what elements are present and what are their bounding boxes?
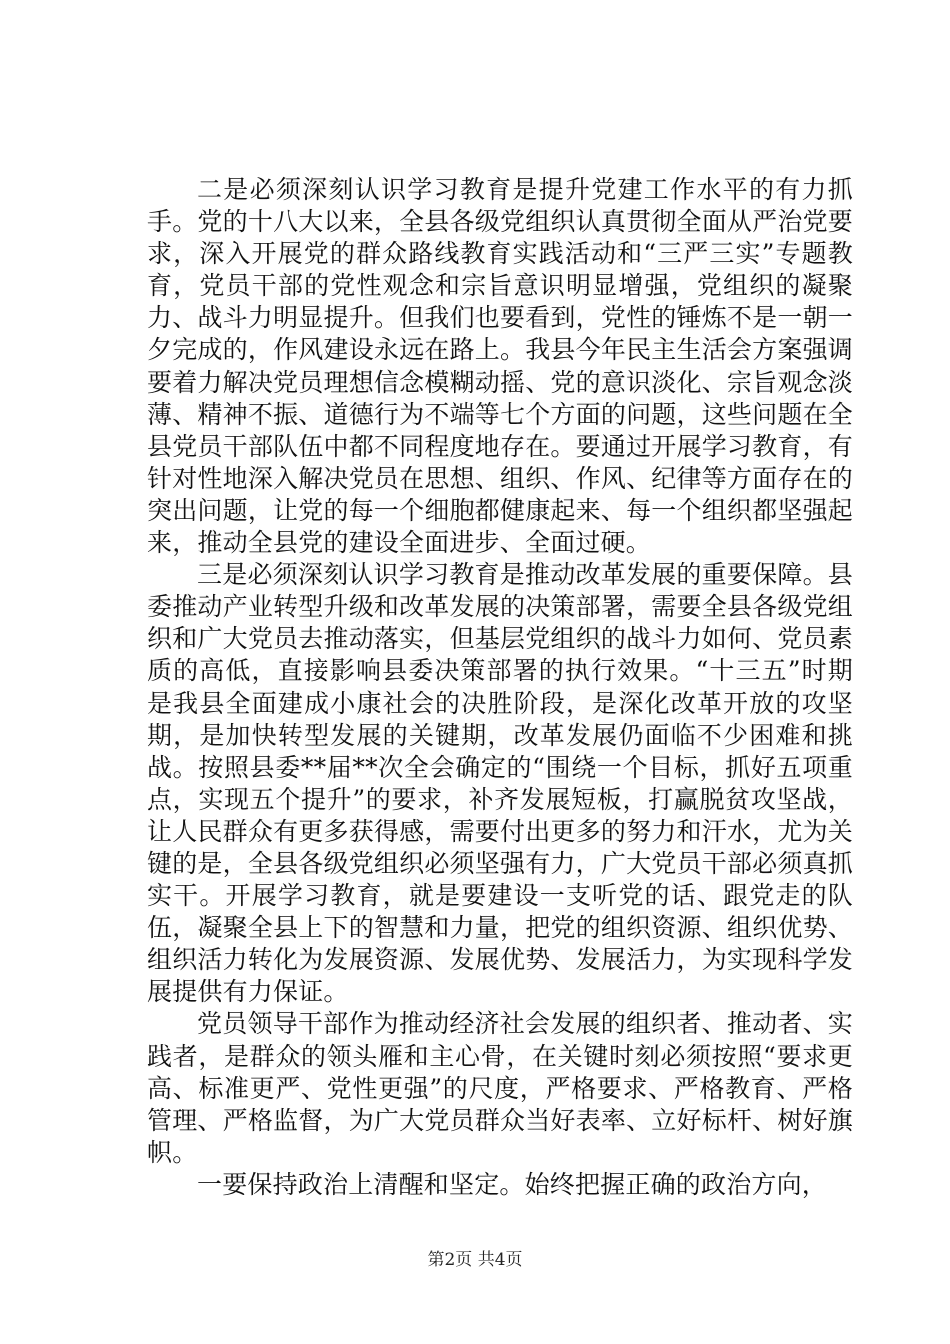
paragraph-2: 二是必须深刻认识学习教育是提升党建工作水平的有力抓手。党的十八大以来，全县各级党组织认真贯彻全面从严治党要求，深入开展党的群众路线教育实践活动和“三严三实”专题教育，党员干部的党性观念和宗旨意识明显增强，党组织的凝聚力、战斗力明显提升。但我们也要看到，党性的锤炼不是一朝一夕完成的，作风建设永远在路上。我县今年民主生活会方案强调要着力解决党员理想信念模糊动摇、党的意识淡化、宗旨观念淡薄、精神不振、道德行为不端等七个方面的问题，这些问题在全县党员干部队伍中都不同程度地存在。要通过开展学习教育，有针对性地深入解决党员在思想、组织、作风、纪律等方面存在的突出问题，让党的每一个细胞都健康起来、每一个组织都坚强起来，推动全县党的建设全面进步、全面过硬。 [147, 175, 853, 558]
paragraph-leaders: 党员领导干部作为推动经济社会发展的组织者、推动者、实践者，是群众的领头雁和主心骨，在关键时刻必须按照“要求更高、标准更严、党性更强”的尺度，严格要求、严格教育、严格管理、严格监督，为广大党员群众当好表率、立好标杆、树好旗帜。 [147, 1009, 853, 1167]
page-footer: 第2页 共4页 [427, 1250, 523, 1270]
document-body [147, 174, 853, 1201]
paragraph-3: 三是必须深刻认识学习教育是推动改革发展的重要保障。县委推动产业转型升级和改革发展的决策部署，需要全县各级党组织和广大党员去推动落实，但基层党组织的战斗力如何、党员素质的高低，直接影响县委决策部署的执行效果。“十三五”时期是我县全面建成小康社会的决胜阶段，是深化改革开放的攻坚期，是加快转型发展的关键期，改革发展仍面临不少困难和挑战。按照县委**届**次全会确定的“围绕一个目标，抓好五项重点，实现五个提升”的要求，补齐发展短板，打赢脱贫攻坚战，让人民群众有更多获得感，需要付出更多的努力和汗水，尤为关键的是，全县各级党组织必须坚强有力，广大党员干部必须真抓实干。开展学习教育，就是要建设一支听党的话、跟党走的队伍，凝聚全县上下的智慧和力量，把党的组织资源、组织优势、组织活力转化为发展资源、发展优势、发展活力，为实现科学发展提供有力保证。 [147, 560, 853, 1007]
paragraph-political: 一要保持政治上清醒和坚定。始终把握正确的政治方向， [197, 1169, 828, 1199]
